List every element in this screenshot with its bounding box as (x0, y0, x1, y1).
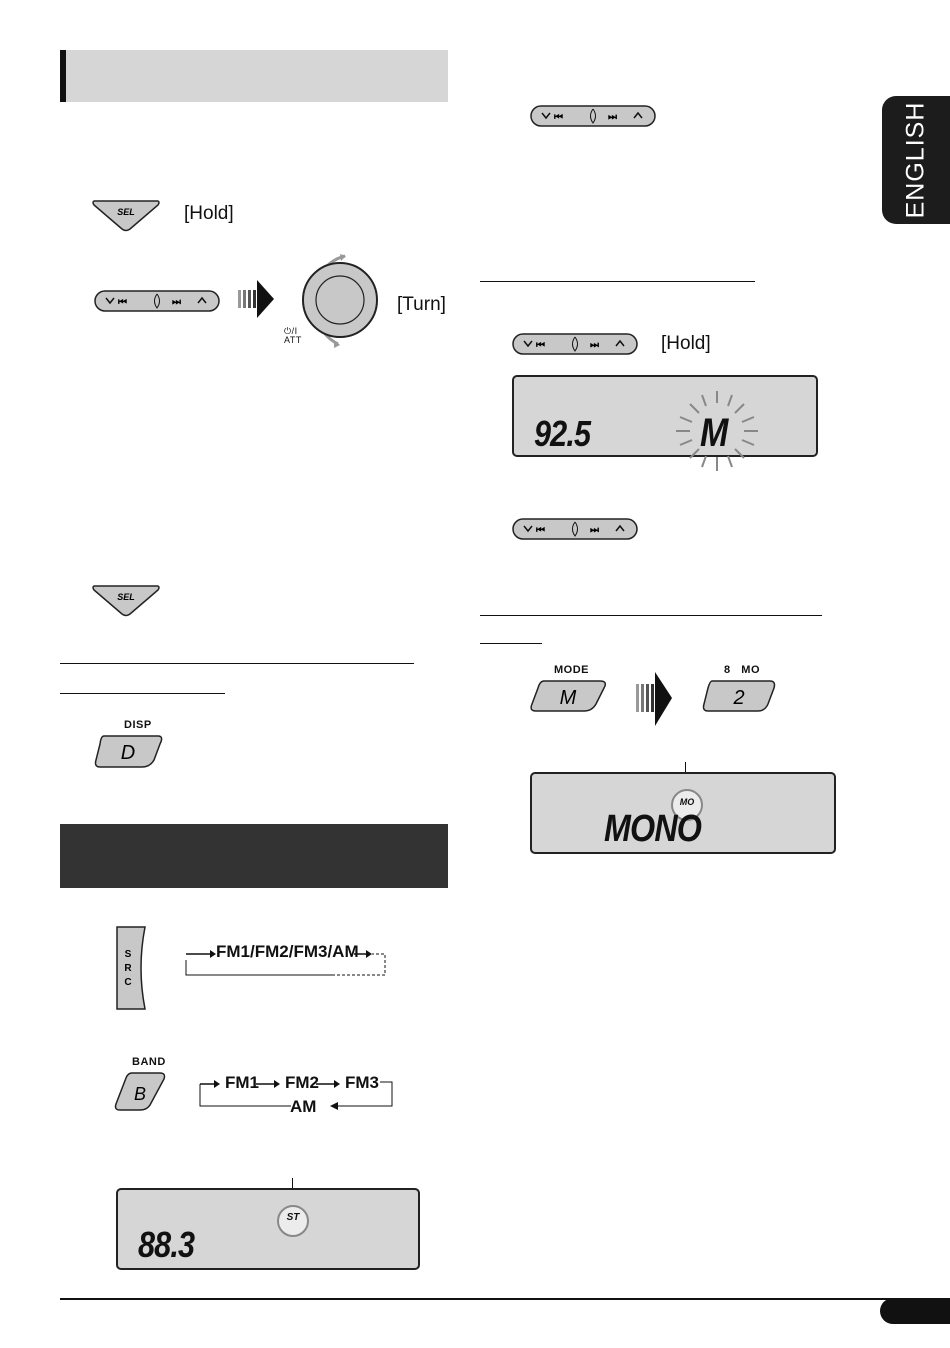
seek-button[interactable] (512, 518, 638, 540)
stereo-frequency: 88.3 (138, 1224, 195, 1265)
divider-rule (480, 281, 755, 282)
src-button[interactable] (115, 925, 151, 1011)
preset-display (512, 375, 818, 457)
band-fm1: FM1 (225, 1073, 259, 1092)
mode-letter: M (559, 687, 577, 709)
power-att-label: ⏻/I ATT (284, 326, 302, 345)
mode-caption: MODE (554, 664, 589, 676)
next-icon: ⏭ (608, 112, 617, 123)
next-icon: ⏭ (590, 340, 599, 351)
language-tab (882, 96, 950, 224)
band-fm2: FM2 (285, 1073, 319, 1092)
page-number-tab (880, 1298, 950, 1324)
band-fm3: FM3 (345, 1073, 379, 1092)
next-icon: ⏭ (590, 525, 599, 536)
language-label: ENGLISH (901, 101, 930, 219)
svg-text:C: C (124, 977, 132, 988)
svg-text:S: S (124, 949, 132, 960)
stereo-display (116, 1188, 420, 1270)
divider-rule (60, 663, 414, 664)
band-am: AM (290, 1097, 317, 1116)
mo-indicator-label: MO (679, 797, 695, 807)
mono-display (530, 772, 836, 854)
seek-button[interactable] (512, 333, 638, 355)
disp-caption: DISP (124, 719, 152, 731)
bottom-rule (60, 1298, 950, 1300)
band-button[interactable] (112, 1070, 166, 1112)
next-icon: ⏭ (172, 297, 181, 308)
arrow-icon (634, 670, 674, 730)
mo-caption: 8 MO (724, 664, 761, 676)
previous-icon: ⏮ (118, 297, 127, 308)
mode-button[interactable] (528, 678, 608, 714)
preset-2-number: 2 (733, 687, 745, 709)
preset-2-button[interactable] (702, 678, 776, 714)
preset-indicator: M (700, 411, 728, 455)
divider-rule (480, 615, 822, 616)
section-header-dark (60, 824, 448, 888)
sel-label: SEL (117, 592, 135, 602)
svg-text:R: R (124, 963, 132, 974)
section-header-light (60, 50, 448, 102)
seek-button[interactable] (94, 290, 220, 312)
sel-button[interactable] (90, 196, 162, 234)
disp-letter: D (120, 742, 136, 764)
turn-label: [Turn] (397, 294, 446, 315)
previous-icon: ⏮ (536, 340, 545, 351)
hold-label: [Hold] (661, 333, 711, 354)
arrow-icon (236, 278, 276, 320)
divider-rule (480, 643, 542, 644)
sel-label: SEL (117, 207, 135, 217)
seek-button[interactable] (530, 105, 656, 127)
disp-button[interactable] (92, 732, 164, 770)
mono-text: MONO (604, 808, 702, 850)
control-dial[interactable] (290, 250, 390, 350)
band-caption: BAND (132, 1056, 166, 1068)
st-indicator-label: ST (286, 1212, 300, 1223)
band-letter: B (133, 1084, 147, 1104)
hold-label: [Hold] (184, 203, 234, 224)
sel-button[interactable] (90, 581, 162, 619)
previous-icon: ⏮ (536, 525, 545, 536)
src-flow-label: FM1/FM2/FM3/AM (216, 942, 359, 961)
preset-frequency: 92.5 (534, 413, 591, 454)
divider-rule (60, 693, 225, 694)
previous-icon: ⏮ (554, 112, 563, 123)
